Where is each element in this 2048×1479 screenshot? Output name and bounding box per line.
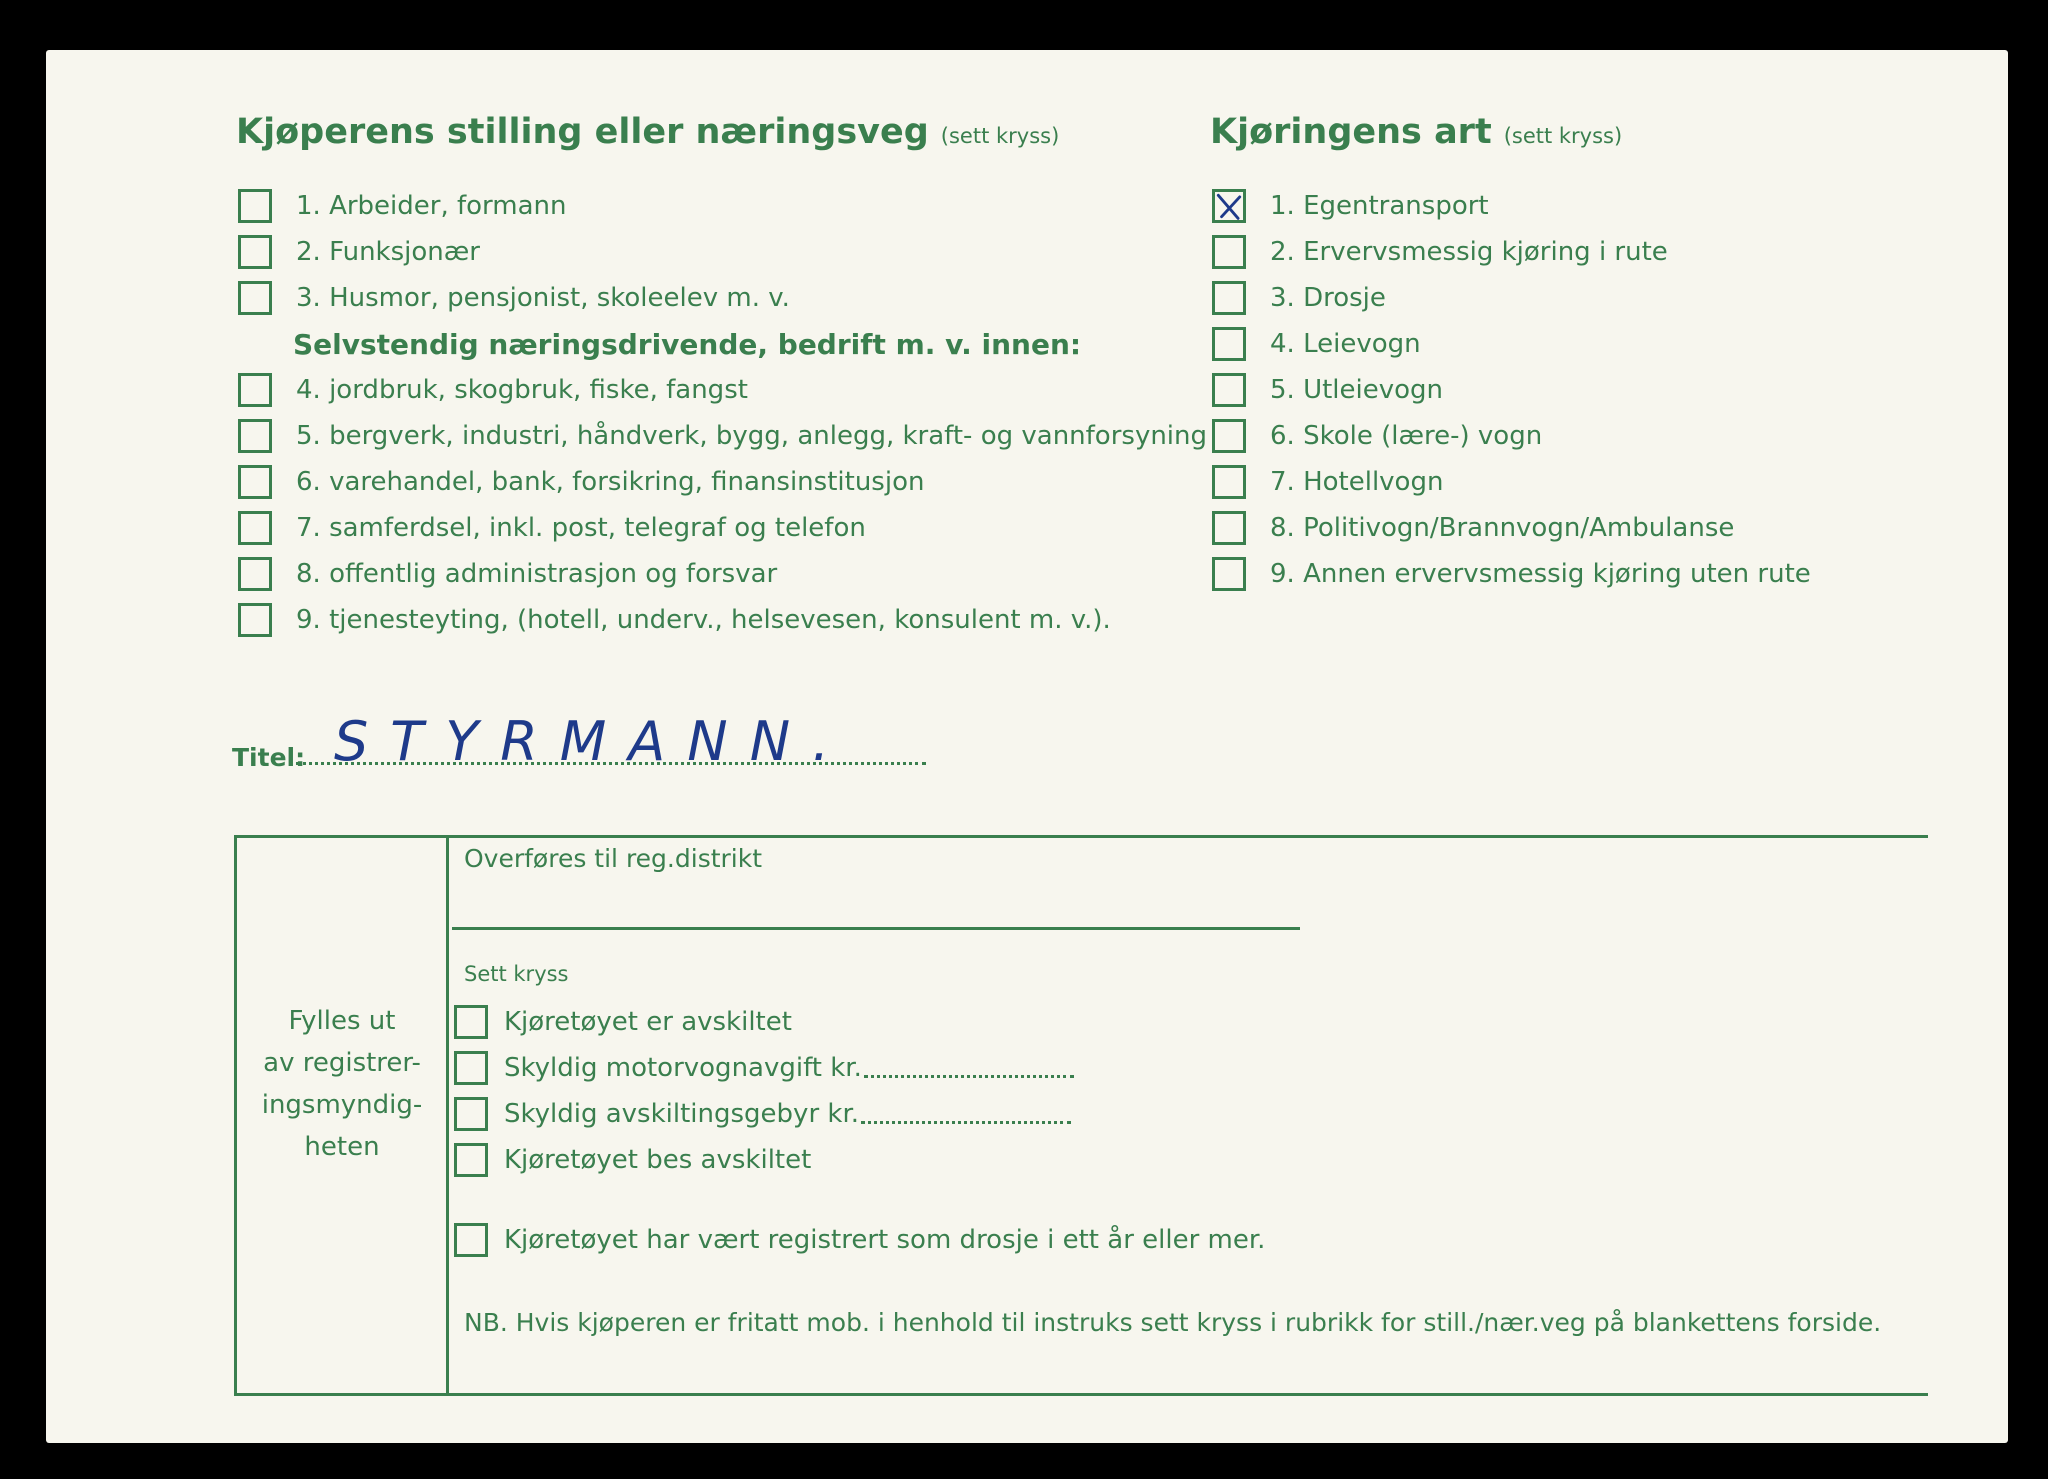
option-label: 1. Arbeider, formann [296, 191, 567, 221]
box-bottom-border [234, 1393, 1928, 1396]
transfer-district-label: Overføres til reg.distrikt [464, 844, 763, 873]
check-label: Skyldig motorvognavgift kr. [504, 1053, 862, 1083]
checkbox[interactable] [1212, 281, 1246, 315]
side-label-line: Fylles ut [288, 1006, 396, 1036]
checkbox[interactable] [1212, 557, 1246, 591]
option-label: 2. Ervervsmessig kjøring i rute [1270, 237, 1668, 267]
driving-option-9[interactable] [1212, 552, 1811, 596]
option-label: 7. samferdsel, inkl. post, telegraf og telefon [296, 513, 866, 543]
driving-option-3[interactable] [1212, 276, 1386, 320]
checkbox[interactable] [238, 557, 272, 591]
checkbox[interactable] [238, 419, 272, 453]
checkbox[interactable] [238, 465, 272, 499]
occupation-option-9[interactable] [238, 598, 1111, 642]
checkbox[interactable] [454, 1005, 488, 1039]
occupation-option-4[interactable] [238, 368, 748, 412]
driving-type-heading [1210, 112, 1622, 152]
driving-type-title: Kjøringens art [1210, 112, 1492, 152]
buyer-occupation-note: (sett kryss) [940, 124, 1060, 148]
option-label: 9. tjenesteyting, (hotell, underv., helsevesen, konsulent m. v.). [296, 605, 1111, 635]
sett-kryss-label: Sett kryss [464, 962, 569, 986]
nb-note: NB. Hvis kjøperen er fritatt mob. i henhold til instruks sett kryss i rubrikk for still./nær.veg på blankettens forside. [464, 1308, 1882, 1337]
driving-option-6[interactable] [1212, 414, 1542, 458]
occupation-option-2[interactable] [238, 230, 480, 274]
driving-option-7[interactable] [1212, 460, 1443, 504]
registry-check-deregistered[interactable] [454, 1000, 792, 1044]
option-label: 6. Skole (lære-) vogn [1270, 421, 1543, 451]
cross-mark-icon [1215, 192, 1243, 220]
box-top-border [234, 835, 1928, 838]
side-label-line: heten [304, 1132, 380, 1162]
driving-type-note: (sett kryss) [1503, 124, 1623, 148]
option-label: 9. Annen ervervsmessig kjøring uten rute [1270, 559, 1811, 589]
option-label: 5. Utleievogn [1270, 375, 1444, 405]
registry-check-plate-fee[interactable] [454, 1092, 1071, 1136]
amount-dotted-line[interactable] [861, 1105, 1071, 1124]
occupation-option-5[interactable] [238, 414, 1207, 458]
form-sheet [46, 50, 2008, 1443]
checkbox[interactable] [454, 1143, 488, 1177]
driving-option-4[interactable] [1212, 322, 1421, 366]
checkbox[interactable] [238, 373, 272, 407]
checkbox[interactable] [1212, 419, 1246, 453]
buyer-occupation-heading [236, 112, 1059, 152]
occupation-option-8[interactable] [238, 552, 777, 596]
driving-option-2[interactable] [1212, 230, 1668, 274]
side-label-line: ingsmyndig- [261, 1090, 423, 1120]
driving-option-5[interactable] [1212, 368, 1443, 412]
occupation-option-1[interactable] [238, 184, 567, 228]
check-label: Kjøretøyet er avskiltet [504, 1007, 792, 1037]
checkbox[interactable] [454, 1097, 488, 1131]
box-divider [446, 835, 449, 1396]
occupation-option-3[interactable] [238, 276, 790, 320]
option-label: 3. Drosje [1270, 283, 1386, 313]
checkbox[interactable] [454, 1223, 488, 1257]
registry-authority-label [242, 1000, 442, 1168]
option-label: 8. Politivogn/Brannvogn/Ambulanse [1270, 513, 1735, 543]
check-label: Skyldig avskiltingsgebyr kr. [504, 1099, 860, 1129]
checkbox[interactable] [1212, 511, 1246, 545]
side-label-line: av registrer- [263, 1048, 421, 1078]
buyer-occupation-title: Kjøperens stilling eller næringsveg [236, 112, 929, 152]
option-label: 4. jordbruk, skogbruk, fiske, fangst [296, 375, 748, 405]
self-employed-subheading: Selvstendig næringsdrivende, bedrift m. v. innen: [293, 328, 1082, 361]
checkbox[interactable] [1212, 327, 1246, 361]
option-label: 7. Hotellvogn [1270, 467, 1444, 497]
option-label: 5. bergverk, industri, håndverk, bygg, anlegg, kraft- og vannforsyning [296, 421, 1208, 451]
registry-check-motor-fee[interactable] [454, 1046, 1074, 1090]
occupation-option-7[interactable] [238, 506, 866, 550]
driving-option-8[interactable] [1212, 506, 1734, 550]
driving-option-1[interactable] [1212, 184, 1489, 228]
option-label: 1. Egentransport [1270, 191, 1489, 221]
checkbox-checked[interactable] [1212, 189, 1246, 223]
check-label: Kjøretøyet har vært registrert som drosje i ett år eller mer. [504, 1225, 1266, 1255]
amount-dotted-line[interactable] [864, 1059, 1074, 1078]
registry-check-request-deregister[interactable] [454, 1138, 811, 1182]
checkbox[interactable] [1212, 235, 1246, 269]
option-label: 4. Leievogn [1270, 329, 1421, 359]
checkbox[interactable] [1212, 373, 1246, 407]
occupation-option-6[interactable] [238, 460, 924, 504]
titel-handwritten-value[interactable]: STYRMANN. [334, 710, 852, 773]
checkbox[interactable] [238, 281, 272, 315]
registry-check-taxi[interactable] [454, 1218, 1265, 1262]
option-label: 6. varehandel, bank, forsikring, finansinstitusjon [296, 467, 925, 497]
checkbox[interactable] [454, 1051, 488, 1085]
option-label: 8. offentlig administrasjon og forsvar [296, 559, 778, 589]
titel-label: Titel: [232, 743, 306, 772]
check-label: Kjøretøyet bes avskiltet [504, 1145, 812, 1175]
transfer-district-line[interactable] [452, 927, 1300, 930]
option-label: 3. Husmor, pensjonist, skoleelev m. v. [296, 283, 790, 313]
checkbox[interactable] [238, 235, 272, 269]
box-left-border [234, 835, 237, 1396]
checkbox[interactable] [238, 189, 272, 223]
option-label: 2. Funksjonær [296, 237, 480, 267]
checkbox[interactable] [1212, 465, 1246, 499]
checkbox[interactable] [238, 603, 272, 637]
checkbox[interactable] [238, 511, 272, 545]
